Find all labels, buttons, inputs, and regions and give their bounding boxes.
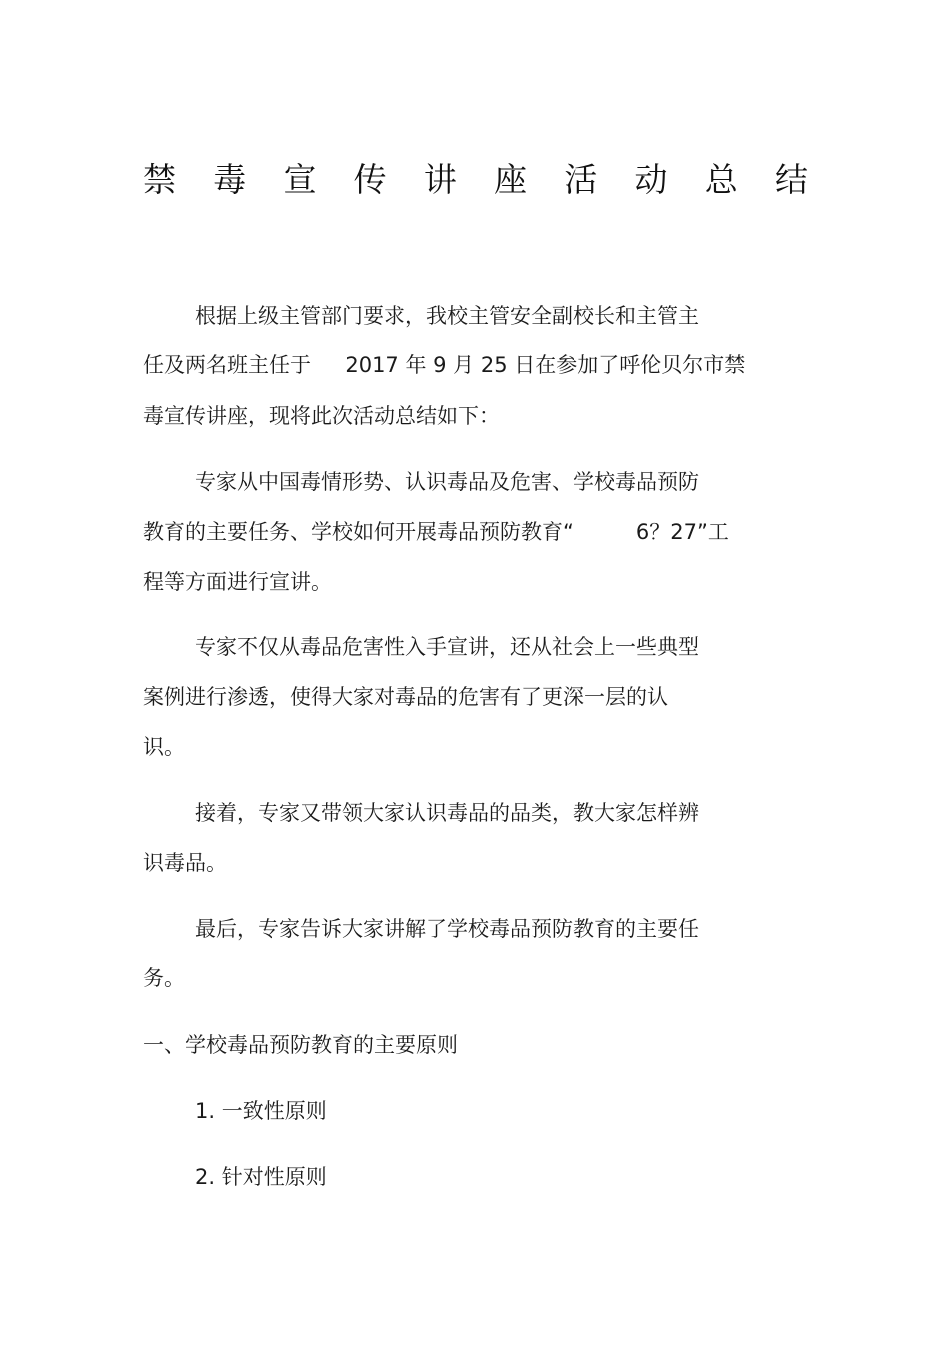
title-char: 禁 [143, 160, 176, 199]
paragraph-line: 程等方面进行宣讲。 [143, 570, 332, 594]
title-char: 宣 [283, 160, 317, 199]
paragraph-line: 专家从中国毒情形势、认识毒品及危害、学校毒品预防 [195, 470, 699, 494]
paragraph-line: 识。 [143, 735, 185, 759]
list-item: 1. 一致性原则 [195, 1099, 327, 1123]
paragraph-line: 教育的主要任务、学校如何开展毒品预防教育“ 6？27”工 [143, 520, 729, 544]
document-title [143, 160, 808, 200]
title-char: 毒 [213, 160, 247, 199]
paragraph-line: 任及两名班主任于 2017 年 9 月 25 日在参加了呼伦贝尔市禁 [143, 353, 746, 377]
paragraph-line: 根据上级主管部门要求，我校主管安全副校长和主管主 [195, 304, 699, 328]
title-char: 动 [634, 160, 668, 199]
title-char: 总 [704, 160, 738, 199]
section-heading: 一、学校毒品预防教育的主要原则 [143, 1033, 458, 1057]
paragraph-line: 务。 [143, 966, 185, 990]
title-char: 活 [564, 160, 598, 199]
title-char: 结 [774, 160, 808, 199]
list-item: 2. 针对性原则 [195, 1165, 327, 1189]
paragraph-line: 毒宣传讲座，现将此次活动总结如下： [143, 404, 500, 428]
paragraph-line: 识毒品。 [143, 851, 227, 875]
title-char: 传 [353, 160, 387, 199]
paragraph-line: 接着，专家又带领大家认识毒品的品类，教大家怎样辨 [195, 801, 699, 825]
paragraph-line: 最后，专家告诉大家讲解了学校毒品预防教育的主要任 [195, 917, 699, 941]
title-char: 讲 [423, 160, 457, 199]
paragraph-line: 案例进行渗透，使得大家对毒品的危害有了更深一层的认 [143, 685, 668, 709]
title-char: 座 [494, 160, 528, 199]
paragraph-line: 专家不仅从毒品危害性入手宣讲，还从社会上一些典型 [195, 635, 699, 659]
